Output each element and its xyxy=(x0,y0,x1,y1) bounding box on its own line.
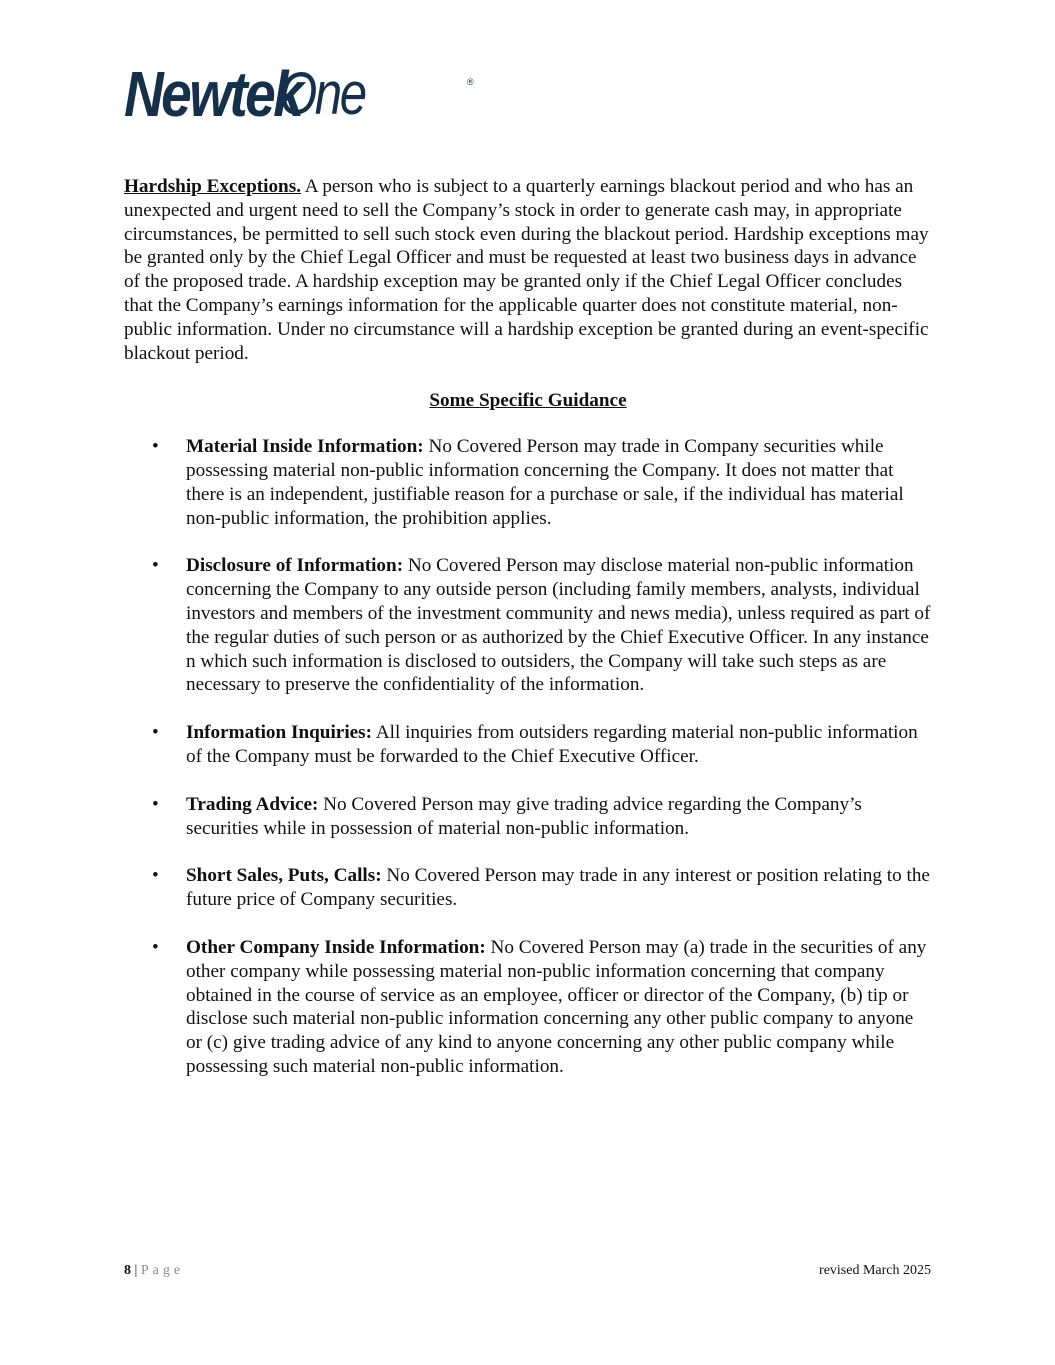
page-label: Page xyxy=(140,1263,185,1278)
company-logo xyxy=(124,58,474,130)
guidance-item-other-company-inside-information xyxy=(124,936,932,1079)
bullet-icon: • xyxy=(152,555,159,577)
guidance-text: No Covered Person may (a) trade in the securities of any other company while possessing material non-public information concerning that company obtained in the course of service as an employee, officer or director of the Company, (b) tip or disclose such material non-public information concerning any other public company to anyone or (c) give trading advice of any kind to anyone concerning any other public company while possessing such material non-public information. xyxy=(186,936,927,1077)
bullet-icon: • xyxy=(152,436,159,458)
hardship-heading: Hardship Exceptions. xyxy=(124,176,301,197)
guidance-text: No Covered Person may disclose material non-public information concerning the Company to any outside person (including family members, analysts, individual investors and members of the investment community and news media), unless required as part of the regular duties of such person or as authorized by the Chief Executive Officer. In any instance n which such information is disclosed to outsiders, the Company will take such steps as are necessary to preserve the confidentiality of the information. xyxy=(186,555,931,696)
bullet-icon: • xyxy=(152,936,159,958)
guidance-text: No Covered Person may trade in any interest or position relating to the future price of Company securities. xyxy=(186,865,930,911)
guidance-label: Information Inquiries: xyxy=(186,722,373,744)
footer-separator: | xyxy=(131,1263,141,1278)
bullet-icon: • xyxy=(152,722,159,744)
page-number: 8 xyxy=(124,1263,131,1278)
bullet-icon: • xyxy=(152,865,159,887)
guidance-label: Other Company Inside Information: xyxy=(186,936,486,958)
guidance-item-material-inside-information xyxy=(124,435,932,530)
guidance-label: Short Sales, Puts, Calls: xyxy=(186,865,382,887)
guidance-label: Trading Advice: xyxy=(186,793,319,815)
guidance-list xyxy=(124,435,932,1079)
guidance-item-trading-advice xyxy=(124,793,932,841)
hardship-paragraph xyxy=(124,175,932,365)
registered-mark: ® xyxy=(467,77,474,87)
guidance-item-disclosure-of-information xyxy=(124,554,932,697)
revision-date: revised March 2025 xyxy=(819,1263,931,1278)
guidance-text: All inquiries from outsiders regarding material non-public information of the Company must be forwarded to the Chief Executive Officer. xyxy=(186,722,918,767)
hardship-text: A person who is subject to a quarterly earnings blackout period and who has an unexpected and urgent need to sell the Company’s stock in order to generate cash may, in appropriate circumstances, be permitted to sell such stock even during the blackout period. Hardship exceptions may be granted only by the Chief Legal Officer and must be requested at least two business days in advance of the proposed trade. A hardship exception may be granted only if the Chief Legal Officer concludes that the Company’s earnings information for the applicable quarter does not constitute material, non-public information. Under no circumstance will a hardship exception be granted during an event-specific blackout period. xyxy=(124,176,929,364)
guidance-text: No Covered Person may give trading advice regarding the Company’s securities while in possession of material non-public information. xyxy=(186,793,862,839)
guidance-item-short-sales xyxy=(124,864,932,912)
page-footer-number xyxy=(124,1263,184,1279)
section-title: Some Specific Guidance xyxy=(429,390,627,412)
document-body xyxy=(124,175,932,1103)
guidance-text: No Covered Person may trade in Company securities while possessing material non-public information concerning the Company. It does not matter that there is an independent, justifiable reason for a purchase or sale, if the individual has material non-public information, the prohibition applies. xyxy=(186,436,904,529)
bullet-icon: • xyxy=(152,793,159,815)
guidance-item-information-inquiries xyxy=(124,721,932,769)
guidance-label: Disclosure of Information: xyxy=(186,555,404,577)
logo-text-one: One xyxy=(279,60,365,127)
guidance-label: Material Inside Information: xyxy=(186,436,424,458)
logo-text-newtek: Newtek xyxy=(124,58,302,130)
